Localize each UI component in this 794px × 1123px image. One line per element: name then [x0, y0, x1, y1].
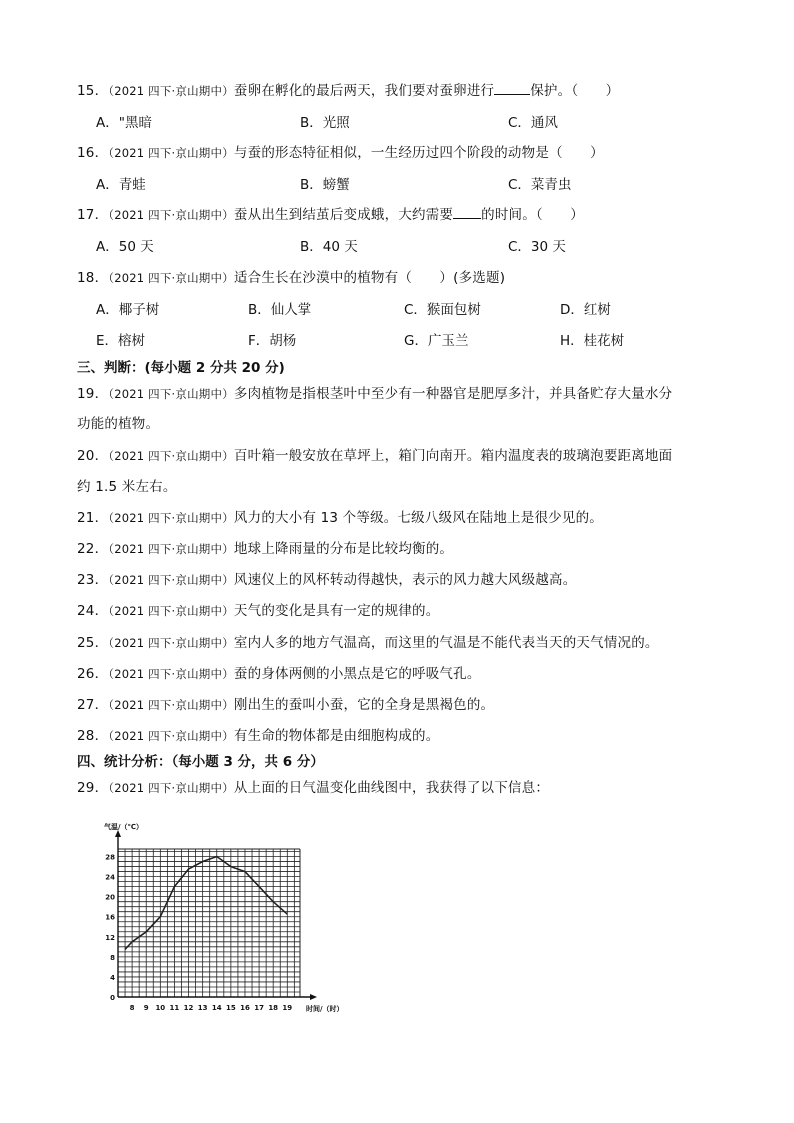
option-a[interactable]: A．椰子树: [96, 302, 160, 318]
question-29: [77, 779, 549, 797]
question-text: 室内人多的地方气温高，而这里的气温是不能代表当天的天气情况的。: [233, 635, 659, 651]
y-axis-label: 气温/（℃）: [104, 823, 144, 831]
x-tick-label: 9: [143, 1004, 149, 1012]
answer-blank[interactable]: [494, 82, 530, 95]
y-tick-label: 12: [105, 933, 115, 942]
question-number: 26．: [77, 666, 109, 682]
question-text-end: 的时间。（ ）: [481, 207, 584, 223]
question-text: 天气的变化是具有一定的规律的。: [233, 603, 440, 619]
question-text: 蚕卵在孵化的最后两天，我们要对蚕卵进行: [233, 83, 495, 99]
question-text: 风力的大小有 13 个等级。七级八级风在陆地上是很少见的。: [233, 510, 603, 526]
option-b[interactable]: B．仙人掌: [248, 302, 312, 318]
question-text: 多肉植物是指根茎叶中至少有一种器官是肥厚多汁，并具备贮存大量水分: [233, 386, 673, 402]
y-tick-label: 28: [105, 853, 115, 862]
x-tick-label: 11: [169, 1004, 180, 1012]
question-text: 与蚕的形态特征相似，一生经历过四个阶段的动物是（ ）: [233, 145, 604, 161]
x-axis-label: 时间/（时）: [306, 1005, 344, 1013]
question-number: 25．: [77, 635, 109, 651]
question-source: （2021 四下·京山期中）: [108, 146, 234, 160]
question-source: （2021 四下·京山期中）: [108, 729, 234, 743]
question-21: [77, 509, 603, 527]
question-25: [77, 634, 659, 652]
option-a[interactable]: A．"黑暗: [96, 115, 152, 131]
question-number: 28．: [77, 728, 109, 744]
question-24: [77, 602, 439, 620]
option-c[interactable]: C．菜青虫: [508, 177, 572, 193]
x-tick-label: 10: [155, 1004, 166, 1012]
question-number: 23．: [77, 572, 109, 588]
x-tick-label: 12: [183, 1004, 194, 1012]
question-source: （2021 四下·京山期中）: [108, 84, 234, 98]
option-c[interactable]: C．30 天: [508, 239, 566, 255]
y-axis-arrow: [115, 830, 121, 837]
question-number: 29．: [77, 780, 109, 796]
question-source: （2021 四下·京山期中）: [108, 208, 234, 222]
y-tick-label: 0: [110, 994, 115, 1002]
question-source: （2021 四下·京山期中）: [108, 271, 234, 285]
x-tick-label: 13: [197, 1004, 208, 1012]
x-tick-label: 16: [240, 1004, 250, 1012]
x-tick-label: 15: [225, 1004, 236, 1012]
question-source: （2021 四下·京山期中）: [108, 636, 234, 650]
question-19: [77, 385, 672, 403]
question-number: 21．: [77, 510, 109, 526]
question-number: 20．: [77, 448, 109, 464]
question-source: （2021 四下·京山期中）: [108, 781, 234, 795]
question-23: [77, 571, 576, 589]
x-tick-label: 8: [129, 1004, 135, 1012]
question-source: （2021 四下·京山期中）: [108, 573, 234, 587]
question-15: [77, 82, 619, 100]
y-tick-label: 20: [105, 893, 115, 902]
answer-blank[interactable]: [453, 206, 481, 219]
option-c[interactable]: C．通风: [508, 115, 558, 131]
question-number: 24．: [77, 603, 109, 619]
question-20: [77, 447, 672, 465]
option-h[interactable]: H．桂花树: [560, 333, 625, 349]
question-text-end: 保护。（ ）: [530, 83, 620, 99]
option-g[interactable]: G．广玉兰: [404, 333, 469, 349]
question-number: 18．: [77, 270, 109, 286]
question-28: [77, 727, 439, 745]
y-tick-label: 8: [110, 953, 115, 962]
option-b[interactable]: B．40 天: [300, 239, 358, 255]
question-number: 16．: [77, 145, 109, 161]
question-source: （2021 四下·京山期中）: [108, 542, 234, 556]
question-text: 有生命的物体都是由细胞构成的。: [233, 728, 440, 744]
question-27: [77, 696, 494, 714]
x-axis-arrow: [310, 994, 317, 1000]
option-a[interactable]: A．50 天: [96, 239, 154, 255]
question-number: 15．: [77, 83, 109, 99]
option-b[interactable]: B．螃蟹: [300, 177, 350, 193]
question-number: 27．: [77, 697, 109, 713]
option-e[interactable]: E．榕树: [96, 333, 146, 349]
option-c[interactable]: C．猴面包树: [404, 302, 481, 318]
option-a[interactable]: A．青蛙: [96, 177, 146, 193]
option-b[interactable]: B．光照: [300, 115, 350, 131]
question-source: （2021 四下·京山期中）: [108, 698, 234, 712]
question-22: [77, 540, 453, 558]
question-number: 17．: [77, 207, 109, 223]
y-tick-label: 24: [105, 873, 115, 882]
question-19-continued: 功能的植物。: [77, 416, 160, 432]
question-number: 19．: [77, 386, 109, 402]
y-tick-label: 16: [105, 913, 115, 922]
y-tick-label: 4: [110, 973, 115, 982]
question-16: [77, 144, 604, 162]
question-20-continued: 约 1.5 米左右。: [77, 479, 177, 495]
question-text: 从上面的日气温变化曲线图中，我获得了以下信息：: [233, 780, 550, 796]
question-source: （2021 四下·京山期中）: [108, 667, 234, 681]
question-source: （2021 四下·京山期中）: [108, 449, 234, 463]
question-text: 地球上降雨量的分布是比较均衡的。: [233, 541, 454, 557]
option-d[interactable]: D．红树: [560, 302, 611, 318]
x-tick-label: 18: [268, 1004, 279, 1012]
question-17: [77, 206, 584, 224]
question-text: 蚕的身体两侧的小黑点是它的呼吸气孔。: [233, 666, 481, 682]
temperature-line-chart: [104, 812, 364, 1027]
section-heading-statistics: 四、统计分析：（每小题 3 分，共 6 分）: [77, 754, 324, 770]
option-f[interactable]: F．胡杨: [248, 333, 297, 349]
question-text: 刚出生的蚕叫小蚕，它的全身是黑褐色的。: [233, 697, 495, 713]
x-tick-label: 14: [211, 1004, 222, 1012]
question-source: （2021 四下·京山期中）: [108, 604, 234, 618]
section-heading-judgement: 三、判断：(每小题 2 分共 20 分): [77, 360, 285, 376]
question-text: 适合生长在沙漠中的植物有（ ）(多选题): [233, 270, 506, 286]
question-26: [77, 665, 481, 683]
x-tick-label: 19: [282, 1004, 293, 1012]
question-source: （2021 四下·京山期中）: [108, 387, 234, 401]
question-text: 风速仪上的风杯转动得越快，表示的风力越大风级越高。: [233, 572, 577, 588]
question-text: 百叶箱一般安放在草坪上，箱门向南开。箱内温度表的玻璃泡要距离地面: [233, 448, 673, 464]
question-text: 蚕从出生到结茧后变成蛾，大约需要: [233, 207, 454, 223]
question-source: （2021 四下·京山期中）: [108, 511, 234, 525]
question-18: [77, 269, 505, 287]
question-number: 22．: [77, 541, 109, 557]
x-tick-label: 17: [254, 1004, 264, 1012]
temperature-series-line: [125, 857, 287, 950]
